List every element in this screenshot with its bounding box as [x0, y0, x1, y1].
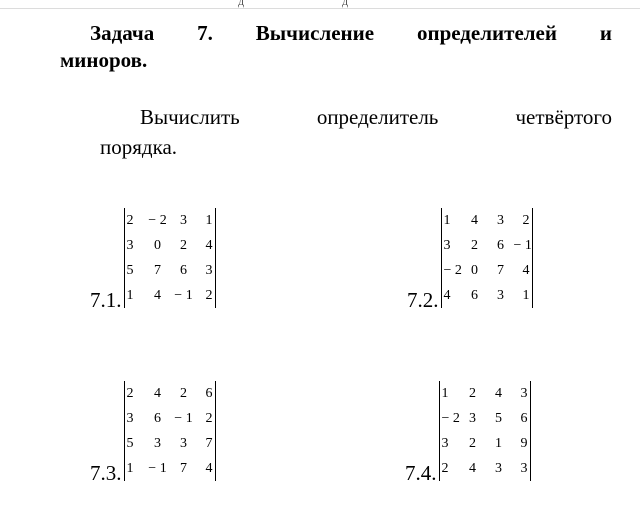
- matrix-cell: 3: [154, 435, 161, 451]
- matrix-row: [442, 456, 528, 481]
- determinant-matrix: [124, 208, 216, 308]
- matrix-cell: 4: [471, 212, 478, 228]
- matrix-cell: − 2: [148, 212, 167, 228]
- matrix-row: [127, 258, 213, 283]
- matrix-row: [127, 233, 213, 258]
- matrix-cell: 6: [154, 410, 161, 426]
- matrix-row: [127, 456, 213, 481]
- matrix-cell: 3: [205, 262, 213, 278]
- matrix-cell: 3: [441, 435, 449, 451]
- matrix-row: [442, 381, 528, 406]
- problem-7-4: [405, 381, 531, 485]
- instruction-line-2: порядка.: [100, 135, 178, 159]
- matrix-row: [127, 406, 213, 431]
- matrix-cell: 2: [522, 212, 530, 228]
- matrix-cell: 1: [443, 212, 451, 228]
- matrix-cell: 7: [205, 435, 213, 451]
- problem-number: 7.4.: [405, 461, 437, 485]
- determinant-matrix: [441, 208, 533, 308]
- matrix-cell: 2: [180, 385, 187, 401]
- matrix-cell: 3: [126, 237, 134, 253]
- matrix-cell: 1: [522, 287, 530, 303]
- matrix-cell: 6: [497, 237, 504, 253]
- matrix-cell: 3: [180, 435, 187, 451]
- matrix-cell: 6: [180, 262, 187, 278]
- cut-text-fragment: д: [342, 0, 349, 8]
- matrix-cell: 1: [441, 385, 449, 401]
- matrix-row: [442, 431, 528, 456]
- matrix-cell: 3: [497, 287, 504, 303]
- matrix-row: [127, 431, 213, 456]
- heading-line-1: [60, 20, 612, 47]
- matrix-cell: 2: [205, 287, 213, 303]
- matrix-cell: 1: [205, 212, 213, 228]
- matrix-cell: 3: [443, 237, 451, 253]
- matrix-row: [127, 208, 213, 233]
- matrix-cell: 5: [126, 435, 134, 451]
- matrix-cell: 3: [520, 385, 528, 401]
- matrix-cell: − 1: [174, 410, 193, 426]
- matrix-cell: 4: [443, 287, 451, 303]
- matrix-cell: 1: [126, 287, 134, 303]
- matrix-cell: 5: [126, 262, 134, 278]
- matrix-cell: 2: [441, 460, 449, 476]
- matrix-cell: 4: [154, 287, 161, 303]
- matrix-cell: 2: [471, 237, 478, 253]
- determinant-matrix: [124, 381, 216, 481]
- problem-7-3: [90, 381, 216, 485]
- matrix-row: [444, 208, 530, 233]
- problem-number: 7.2.: [407, 288, 439, 312]
- matrix-cell: 4: [205, 237, 213, 253]
- page-top-edge: [0, 0, 640, 9]
- matrix-cell: 6: [520, 410, 528, 426]
- matrix-cell: 3: [520, 460, 528, 476]
- problem-number: 7.1.: [90, 288, 122, 312]
- matrix-cell: 0: [471, 262, 478, 278]
- matrix-cell: 4: [495, 385, 502, 401]
- matrix-cell: 7: [154, 262, 161, 278]
- matrix-cell: 5: [495, 410, 502, 426]
- matrix-cell: 1: [495, 435, 502, 451]
- matrix-cell: 3: [497, 212, 504, 228]
- problem-number: 7.3.: [90, 461, 122, 485]
- matrix-row: [444, 258, 530, 283]
- matrix-cell: 4: [469, 460, 476, 476]
- matrix-cell: 4: [154, 385, 161, 401]
- matrix-cell: 3: [495, 460, 502, 476]
- heading-line-2: миноров.: [60, 48, 148, 72]
- heading-word: Задача: [90, 21, 155, 45]
- problem-7-1: [90, 208, 216, 312]
- problem-7-2: [407, 208, 533, 312]
- matrix-row: [444, 233, 530, 258]
- matrix-cell: 2: [469, 385, 476, 401]
- heading-word: 7.: [197, 21, 213, 45]
- matrix-cell: 9: [520, 435, 528, 451]
- matrix-cell: 0: [154, 237, 161, 253]
- matrix-cell: 6: [471, 287, 478, 303]
- matrix-cell: − 1: [174, 287, 193, 303]
- matrix-row: [127, 283, 213, 308]
- matrix-cell: − 2: [441, 410, 460, 426]
- matrix-cell: 2: [126, 385, 134, 401]
- matrix-cell: 6: [205, 385, 213, 401]
- matrix-cell: 2: [205, 410, 213, 426]
- matrix-cell: − 1: [148, 460, 167, 476]
- matrix-cell: 3: [180, 212, 187, 228]
- matrix-cell: 4: [522, 262, 530, 278]
- matrix-cell: 3: [126, 410, 134, 426]
- task-heading: [60, 20, 612, 74]
- heading-word: и: [599, 21, 612, 45]
- cut-text-fragment: д: [238, 0, 245, 8]
- matrix-cell: 7: [180, 460, 187, 476]
- heading-word: Вычисление: [255, 21, 375, 45]
- matrix-row: [444, 283, 530, 308]
- matrix-row: [442, 406, 528, 431]
- matrix-cell: 3: [469, 410, 476, 426]
- matrix-cell: 1: [126, 460, 134, 476]
- matrix-cell: 2: [469, 435, 476, 451]
- matrix-cell: 2: [180, 237, 187, 253]
- matrix-cell: 2: [126, 212, 134, 228]
- determinant-matrix: [439, 381, 531, 481]
- instruction-word: Вычислить: [140, 105, 240, 129]
- matrix-row: [127, 381, 213, 406]
- instruction-line-1: [100, 102, 612, 132]
- task-instruction: [100, 102, 612, 162]
- matrix-cell: 7: [497, 262, 504, 278]
- instruction-word: четвёртого: [515, 105, 612, 129]
- heading-word: определителей: [416, 21, 557, 45]
- instruction-word: определитель: [316, 105, 439, 129]
- matrix-cell: 4: [205, 460, 213, 476]
- matrix-cell: − 1: [513, 237, 532, 253]
- matrix-cell: − 2: [443, 262, 462, 278]
